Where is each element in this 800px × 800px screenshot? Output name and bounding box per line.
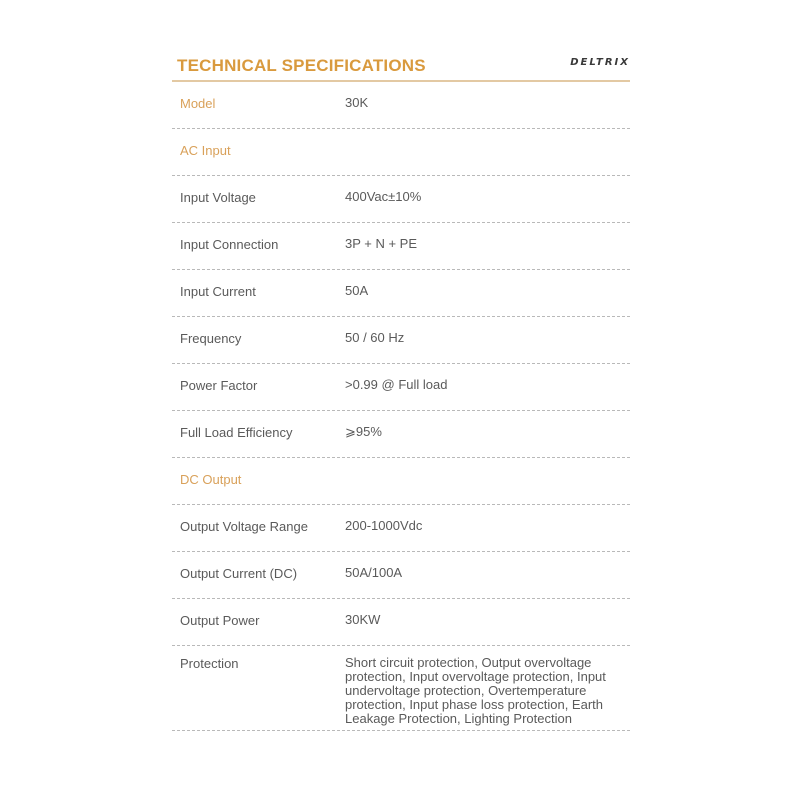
spec-row-output-current [172,552,630,599]
spec-row-dc-output [172,458,630,505]
spec-value: 400Vac±10% [345,189,422,204]
spec-header [172,52,630,82]
spec-row-power-factor [172,364,630,411]
spec-label: Input Connection [180,237,279,252]
spec-label: Input Current [180,284,256,299]
spec-value: 30KW [345,612,381,627]
spec-label: Protection [180,656,239,671]
spec-value: 50A/100A [345,565,403,580]
spec-label: Input Voltage [180,190,256,205]
spec-label: Output Current (DC) [180,566,298,581]
page-title: TECHNICAL SPECIFICATIONS [177,56,426,75]
spec-value: 3P + N + PE [345,236,418,251]
spec-row-full-load-efficiency [172,411,630,458]
brand-logo: DELTRIX [570,57,630,68]
section-label: AC Input [180,143,231,158]
spec-row-ac-input [172,129,630,176]
spec-value: Short circuit protection, Output overvoltage protection, Input overvoltage protection, Input undervoltage protection, Overtemperature protection, Input phase loss protection, Earth Leakage Protection, Lighting Protection [345,655,606,726]
spec-label: Output Voltage Range [180,519,308,534]
spec-value: ⩾95% [345,424,382,439]
spec-row-protection [172,646,630,731]
spec-value: 200-1000Vdc [345,518,423,533]
spec-sheet [172,52,630,731]
spec-row-input-connection [172,223,630,270]
spec-value: >0.99 @ Full load [345,377,448,392]
spec-row-input-current [172,270,630,317]
spec-label: Full Load Efficiency [180,425,293,440]
spec-label: Frequency [180,331,242,346]
spec-label: Output Power [180,613,260,628]
spec-row-output-power [172,599,630,646]
spec-value: 30K [345,95,369,110]
spec-value: 50A [345,283,369,298]
spec-row-model [172,82,630,129]
section-label: DC Output [180,472,242,487]
spec-label: Model [180,96,216,111]
spec-row-output-voltage-range [172,505,630,552]
spec-label: Power Factor [180,378,258,393]
spec-value: 50 / 60 Hz [345,330,405,345]
spec-row-frequency [172,317,630,364]
spec-row-input-voltage [172,176,630,223]
spec-table [172,82,630,731]
